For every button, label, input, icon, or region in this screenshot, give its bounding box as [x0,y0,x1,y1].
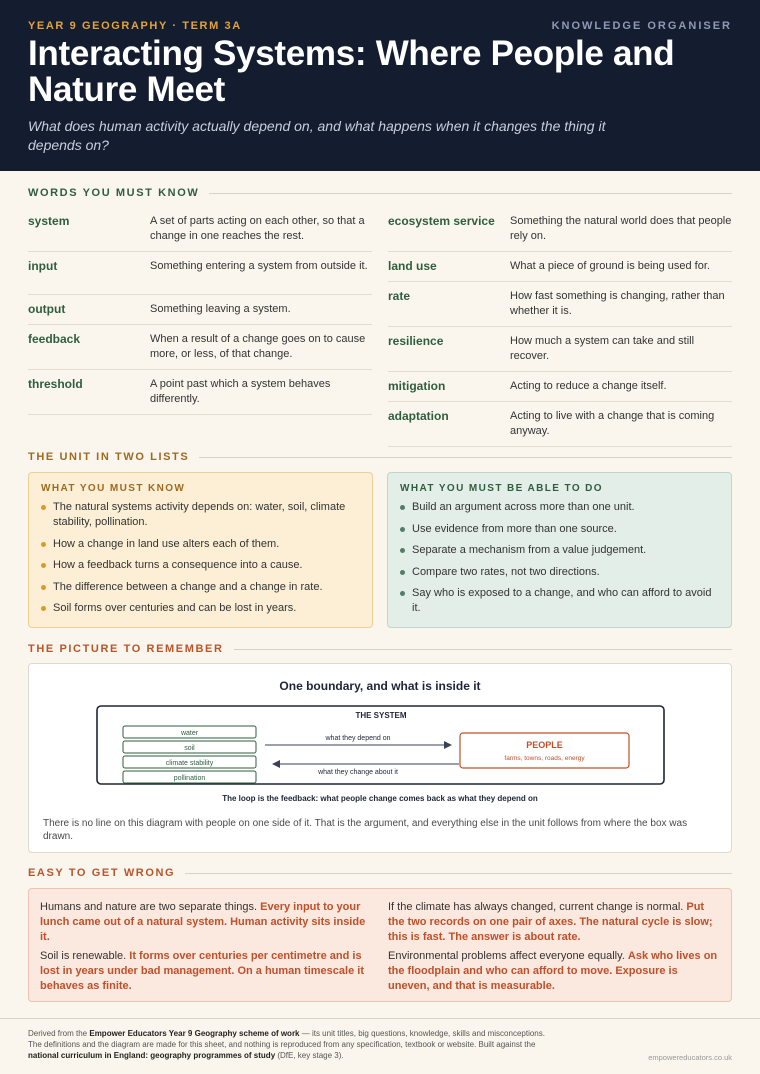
glossary-heading: WORDS YOU MUST KNOW [28,187,732,199]
footer-website: empowereducators.co.uk [648,1053,732,1062]
must-do-list [400,500,719,616]
nature-item-label: climate stability [165,760,214,767]
system-diagram [29,664,733,814]
system-label: THE SYSTEM [355,711,407,720]
list-item: Say who is exposed to a change, and who can afford to avoid it. [400,586,719,616]
list-item: Build an argument across more than one unit. [400,500,719,515]
people-sublabel: farms, towns, roads, energy [504,755,585,762]
list-item: Soil forms over centuries and can be lost in years. [41,601,360,616]
misconception-item: If the climate has always changed, current change is normal. Put the two records on one pair of axes. The natural cycle is slow; this is fast. The answer is about rate. [388,901,713,943]
list-item: The difference between a change and a change in rate. [41,580,360,595]
nature-item-label: pollination [173,775,206,782]
must-do-panel [387,472,732,628]
nature-item-label: water [180,730,199,737]
diagram-card [28,663,732,853]
list-item: How a feedback turns a consequence into a cause. [41,558,360,573]
glossary-row: mitigation Acting to reduce a change itself. [388,372,732,402]
course-eyebrow: YEAR 9 GEOGRAPHY · TERM 3A [28,20,242,32]
misconception-item: Soil is renewable. It forms over centuries per centimetre and is lost in years under bad management. On a human timescale it behaves as finite. [40,950,364,992]
must-know-title: WHAT YOU MUST KNOW [41,483,186,494]
diagram-caption: The loop is the feedback: what people change comes back as what they depend on [222,794,538,803]
glossary [28,207,732,447]
footer-divider [0,1018,760,1019]
page-subtitle: What does human activity actually depend on, and what happens when it changes the thing it depends on? [28,118,606,153]
glossary-row: threshold A point past which a system behaves differently. [28,370,372,415]
must-know-list [41,500,360,616]
picture-heading: THE PICTURE TO REMEMBER [28,643,732,655]
people-label: PEOPLE [526,740,563,750]
lists-heading: THE UNIT IN TWO LISTS [28,451,732,463]
glossary-column-right [388,207,732,447]
misconceptions-card [28,888,732,1002]
list-item: Use evidence from more than one source. [400,522,719,537]
glossary-row: input Something entering a system from outside it. [28,252,372,295]
arrow-depend-label: what they depend on [325,735,391,742]
list-item: Separate a mechanism from a value judgement. [400,543,719,558]
glossary-row: ecosystem service Something the natural world does that people rely on. [388,207,732,252]
misconception-item: Environmental problems affect everyone equally. Ask who lives on the floodplain and who can afford to move. Exposure is uneven, and that is measurable. [388,950,718,992]
glossary-row: adaptation Acting to live with a change that is coming anyway. [388,402,732,447]
doc-type-label: KNOWLEDGE ORGANISER [551,20,732,32]
glossary-row: rate How fast something is changing, rather than whether it is. [388,282,732,327]
glossary-row: system A set of parts acting on each other, so that a change in one reaches the rest. [28,207,372,252]
people-box [460,733,629,768]
glossary-column-left [28,207,372,447]
footer-attribution: Derived from the Empower Educators Year 9 Geography scheme of work — its unit titles, big questions, knowledge, skills and misconceptions. The definitions and the diagram are made for this sheet, and nothing is reproduced from any specification, textbook or website. Built against the national curriculum in England: geography programmes of study (DfE, key stage 3). [28,1029,545,1060]
must-know-panel [28,472,373,628]
misconceptions-heading: EASY TO GET WRONG [28,867,732,879]
glossary-row: land use What a piece of ground is being used for. [388,252,732,282]
must-do-title: WHAT YOU MUST BE ABLE TO DO [400,483,603,494]
list-item: The natural systems activity depends on: water, soil, climate stability, pollination. [41,500,360,530]
diagram-note: There is no line on this diagram with people on one side of it. That is the argument, and everything else in the unit follows from where the box was drawn. [43,818,688,842]
list-item: How a change in land use alters each of them. [41,537,360,552]
list-item: Compare two rates, not two directions. [400,565,719,580]
misconception-item: Humans and nature are two separate things. Every input to your lunch came out of a natural system. Human activity sits inside it. [40,901,366,943]
arrow-change-label: what they change about it [318,769,398,776]
glossary-row: output Something leaving a system. [28,295,372,325]
glossary-row: feedback When a result of a change goes on to cause more, or less, of that change. [28,325,372,370]
nature-item-label: soil [184,745,195,752]
diagram-title: One boundary, and what is inside it [279,679,481,693]
glossary-row: resilience How much a system can take and still recover. [388,327,732,372]
page-header [0,0,760,171]
page-title: Interacting Systems: Where People and Nature Meet [28,34,675,109]
